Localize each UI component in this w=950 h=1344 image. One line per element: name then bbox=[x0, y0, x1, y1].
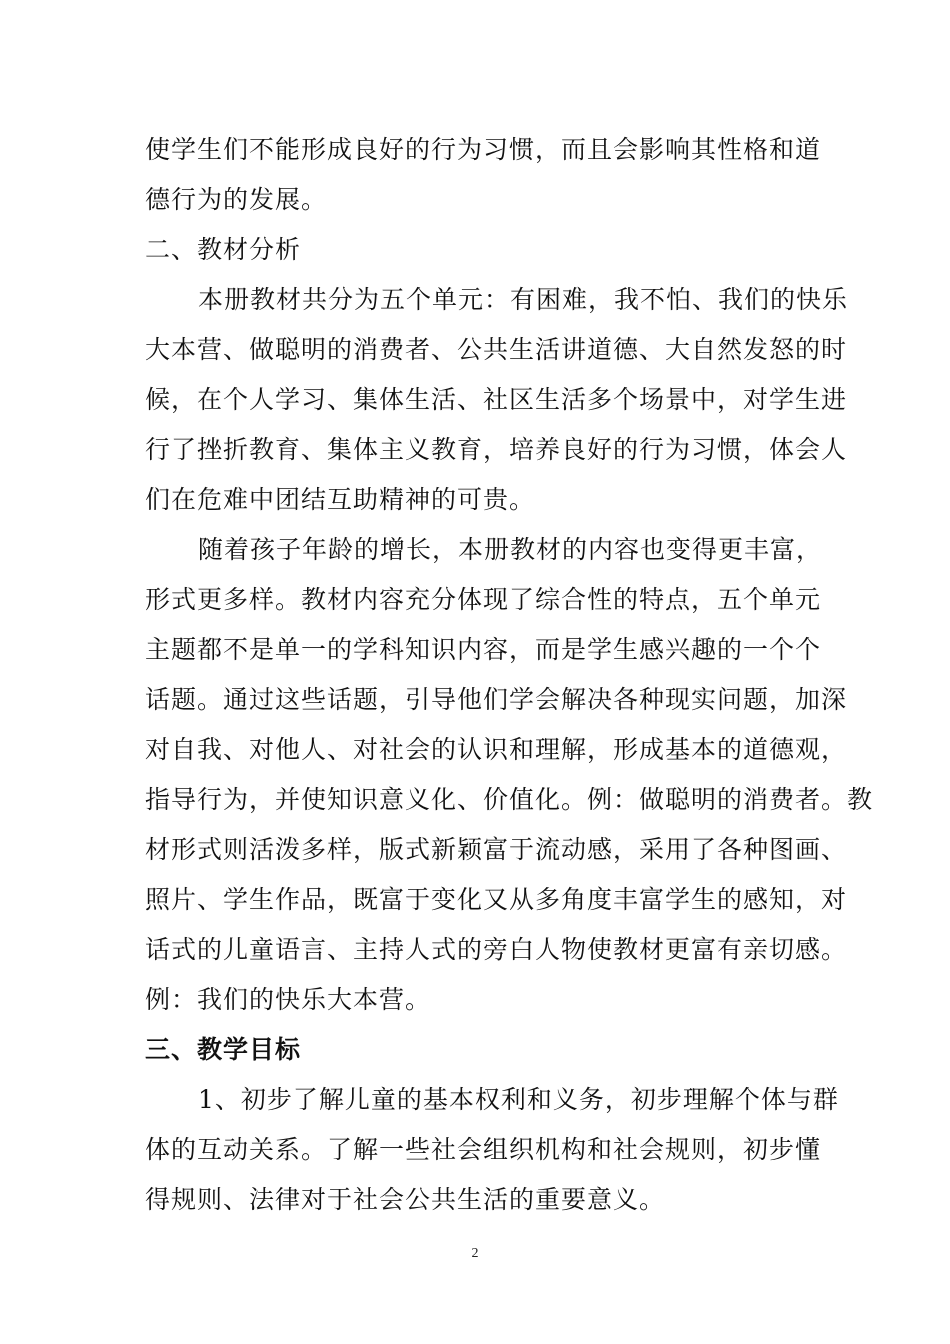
paragraph-line: 随着孩子年龄的增长，本册教材的内容也变得更丰富， bbox=[198, 535, 823, 564]
paragraph-line: 体的互动关系。了解一些社会组织机构和社会规则，初步懂 bbox=[145, 1135, 822, 1164]
paragraph-line: 形式更多样。教材内容充分体现了综合性的特点，五个单元 bbox=[145, 585, 822, 614]
paragraph-line: 主题都不是单一的学科知识内容，而是学生感兴趣的一个个 bbox=[145, 635, 822, 664]
paragraph-line: 们在危难中团结互助精神的可贵。 bbox=[145, 485, 536, 514]
paragraph-line: 得规则、法律对于社会公共生活的重要意义。 bbox=[145, 1185, 666, 1214]
paragraph-line: 照片、学生作品，既富于变化又从多角度丰富学生的感知，对 bbox=[145, 885, 848, 914]
section-heading-textbook-analysis: 二、教材分析 bbox=[145, 235, 302, 264]
paragraph-line: 本册教材共分为五个单元：有困难，我不怕、我们的快乐 bbox=[198, 285, 849, 314]
paragraph-line: 例：我们的快乐大本营。 bbox=[145, 985, 432, 1014]
page-number: 2 bbox=[471, 1246, 479, 1261]
paragraph-line: 行了挫折教育、集体主义教育，培养良好的行为习惯，体会人 bbox=[145, 435, 848, 464]
section-heading-teaching-goals: 三、教学目标 bbox=[145, 1035, 302, 1064]
paragraph-line: 德行为的发展。 bbox=[145, 185, 328, 214]
paragraph-line: 指导行为，并使知识意义化、价值化。例：做聪明的消费者。教 bbox=[145, 785, 874, 814]
paragraph-line: 候，在个人学习、集体生活、社区生活多个场景中，对学生进 bbox=[145, 385, 848, 414]
paragraph-line: 话式的儿童语言、主持人式的旁白人物使教材更富有亲切感。 bbox=[145, 935, 848, 964]
paragraph-line: 对自我、对他人、对社会的认识和理解，形成基本的道德观， bbox=[145, 735, 848, 764]
paragraph-line: 使学生们不能形成良好的行为习惯，而且会影响其性格和道 bbox=[145, 135, 822, 164]
paragraph-line: 大本营、做聪明的消费者、公共生活讲道德、大自然发怒的时 bbox=[145, 335, 848, 364]
paragraph-line: 1、初步了解儿童的基本权利和义务，初步理解个体与群 bbox=[198, 1085, 839, 1114]
paragraph-line: 材形式则活泼多样，版式新颖富于流动感，采用了各种图画、 bbox=[145, 835, 848, 864]
paragraph-line: 话题。通过这些话题，引导他们学会解决各种现实问题，加深 bbox=[145, 685, 848, 714]
